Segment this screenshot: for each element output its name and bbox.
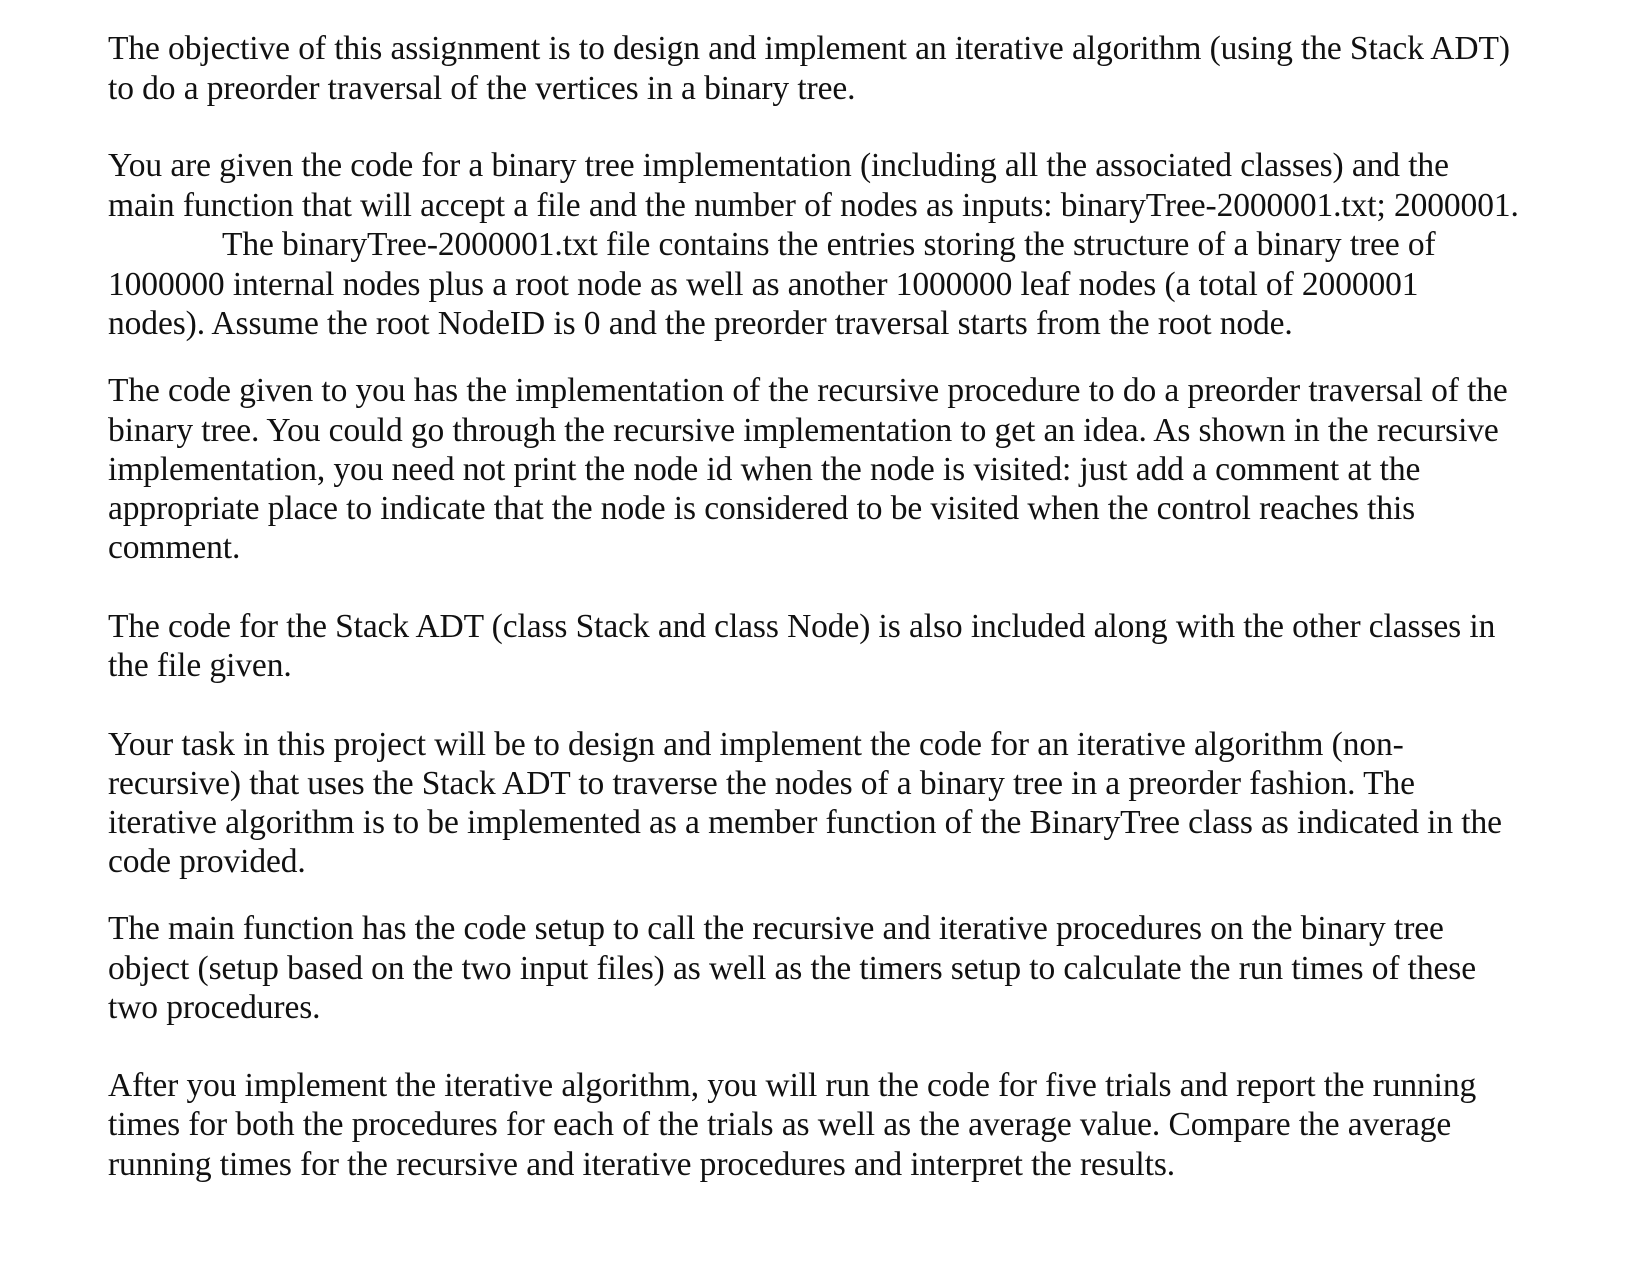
paragraph-3-line-2: binary tree. You could go through the recursive implementation to get an idea. As shown in the recursive: [108, 412, 1499, 449]
paragraph-2-line-2: main function that will accept a file and the number of nodes as inputs: binaryTree-2000001.txt; 2000001.: [108, 187, 1519, 224]
paragraph-2-line-5: nodes). Assume the root NodeID is 0 and the preorder traversal starts from the root node.: [108, 305, 1293, 342]
paragraph-3-line-5: comment.: [108, 529, 241, 566]
paragraph-3-line-3: implementation, you need not print the node id when the node is visited: just add a comment at the: [108, 451, 1421, 488]
paragraph-5-line-4: code provided.: [108, 843, 306, 880]
paragraph-4-line-2: the file given.: [108, 647, 292, 684]
paragraph-2-line-3: The binaryTree-2000001.txt file contains the entries storing the structure of a binary tree of: [222, 226, 1436, 263]
paragraph-6-line-2: object (setup based on the two input files) as well as the timers setup to calculate the run times of these: [108, 950, 1477, 987]
paragraph-2-line-1: You are given the code for a binary tree implementation (including all the associated classes) and the: [108, 147, 1449, 184]
paragraph-6-line-1: The main function has the code setup to call the recursive and iterative procedures on the binary tree: [108, 910, 1444, 947]
paragraph-6-line-3: two procedures.: [108, 989, 321, 1026]
paragraph-2-line-4: 1000000 internal nodes plus a root node as well as another 1000000 leaf nodes (a total of 2000001: [108, 266, 1419, 303]
paragraph-3-line-1: The code given to you has the implementation of the recursive procedure to do a preorder traversal of the: [108, 372, 1508, 409]
paragraph-7-line-2: times for both the procedures for each of the trials as well as the average value. Compare the average: [108, 1106, 1452, 1143]
paragraph-1-line-2: to do a preorder traversal of the vertices in a binary tree.: [108, 70, 856, 107]
paragraph-3-line-4: appropriate place to indicate that the node is considered to be visited when the control reaches this: [108, 490, 1416, 527]
paragraph-1-line-1: The objective of this assignment is to design and implement an iterative algorithm (using the Stack ADT): [108, 30, 1510, 67]
paragraph-4-line-1: The code for the Stack ADT (class Stack and class Node) is also included along with the other classes in: [108, 608, 1496, 645]
paragraph-5-line-3: iterative algorithm is to be implemented as a member function of the BinaryTree class as indicated in the: [108, 804, 1502, 841]
paragraph-5-line-1: Your task in this project will be to design and implement the code for an iterative algorithm (non-: [108, 726, 1404, 763]
paragraph-5-line-2: recursive) that uses the Stack ADT to traverse the nodes of a binary tree in a preorder fashion. The: [108, 765, 1415, 802]
paragraph-7-line-1: After you implement the iterative algorithm, you will run the code for five trials and report the running: [108, 1067, 1477, 1104]
paragraph-7-line-3: running times for the recursive and iterative procedures and interpret the results.: [108, 1146, 1176, 1183]
